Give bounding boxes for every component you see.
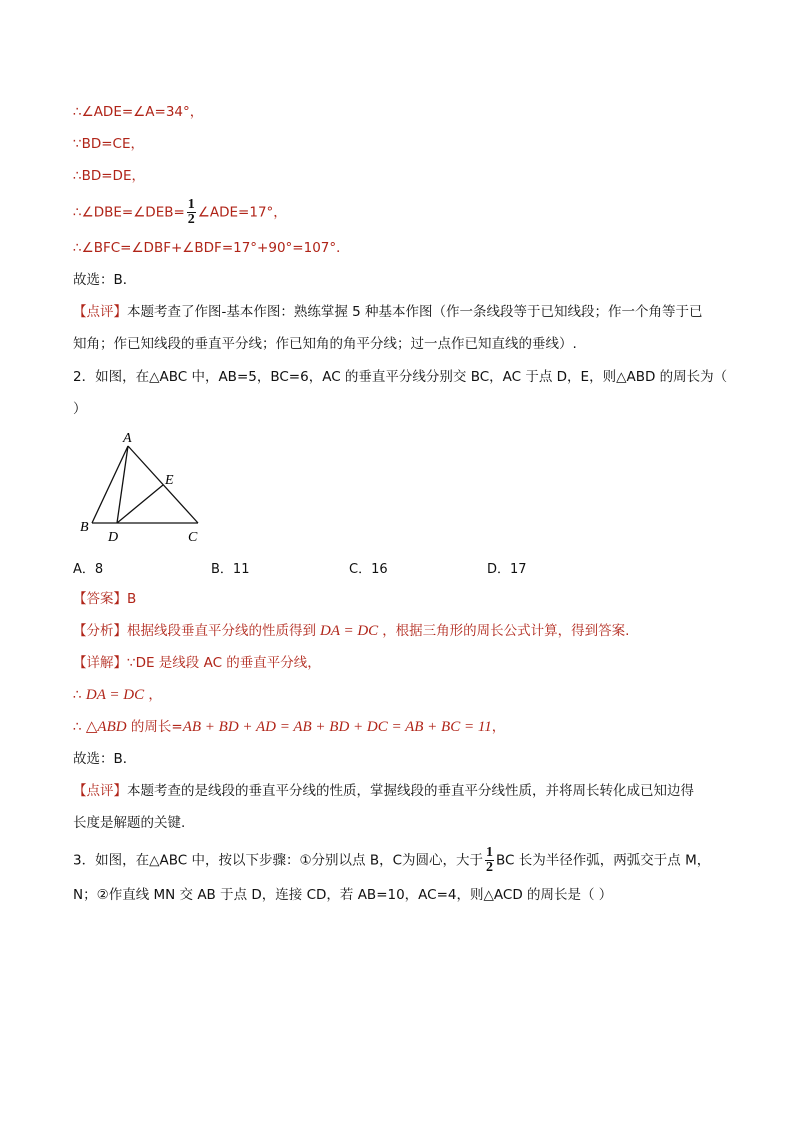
step-4-right: ∠ADE=17°， xyxy=(197,204,287,221)
analysis-equation: DA = DC xyxy=(320,623,379,639)
detail-line-2: ∴ DA = DC ， xyxy=(73,687,162,703)
answer-line xyxy=(73,589,136,609)
label-c: C xyxy=(188,530,198,545)
analysis-line xyxy=(73,621,629,641)
solution-step-2: ∵BD=CE， xyxy=(73,136,145,152)
answer-value: B xyxy=(127,591,137,607)
step-4-left: ∴∠DBE=∠DEB= xyxy=(73,204,185,221)
q3-text-2: BC 长为半径作弧，两弧交于点 M， xyxy=(496,852,711,869)
detail-equation-1: DA = DC xyxy=(85,687,145,703)
label-e: E xyxy=(165,473,174,488)
q2-stem-line-2: ） xyxy=(73,401,87,417)
comment-tag: 【点评】 xyxy=(73,304,127,320)
detail-triangle: △ABD xyxy=(85,719,127,735)
analysis-text-1: 根据线段垂直平分线的性质得到 xyxy=(127,623,316,639)
choice-line: 故选：B． xyxy=(73,272,137,288)
q3-text-1: 3．如图，在△ABC 中，按以下步骤：①分别以点 B，C为圆心，大于 xyxy=(73,852,484,869)
q2-comment-tag: 【点评】 xyxy=(73,783,127,799)
comment-line-1 xyxy=(73,302,703,322)
solution-step-3: ∴BD=DE， xyxy=(73,168,145,184)
comment-text-1: 本题考查了作图-基本作图：熟练掌握 5 种基本作图（作一条线段等于已知线段；作一个角等于已 xyxy=(127,304,703,320)
solution-step-4 xyxy=(73,198,287,227)
detail-tag: 【详解】 xyxy=(73,655,127,671)
analysis-tag: 【分析】 xyxy=(73,623,127,639)
q3-stem-line-2: N；②作直线 MN 交 AB 于点 D，连接 CD，若 AB=10，AC=4，则△ACD 的周长是（ ） xyxy=(73,887,613,903)
q2-comment-text-1: 本题考查的是线段的垂直平分线的性质，掌握线段的垂直平分线性质，并将周长转化成已知边得 xyxy=(127,783,694,799)
segment-de xyxy=(117,485,163,523)
q2-stem-line-1: 2．如图，在△ABC 中，AB=5，BC=6，AC 的垂直平分线分别交 BC，AC 于点 D，E，则△ABD 的周长为（ xyxy=(73,369,728,385)
q2-choice-line: 故选：B． xyxy=(73,751,137,767)
option-a[interactable]: A．8 xyxy=(73,562,104,577)
detail-text-1: ∵DE 是线段 AC 的垂直平分线， xyxy=(127,655,321,671)
segment-ac xyxy=(128,446,198,523)
label-a: A xyxy=(123,431,132,446)
option-b[interactable]: B．11 xyxy=(211,562,250,577)
q2-comment-line-2: 长度是解题的关键. xyxy=(73,815,186,831)
comment-line-2: 知角；作已知线段的垂直平分线；作已知角的角平分线；过一点作已知直线的垂线）. xyxy=(73,336,577,352)
triangle-figure xyxy=(70,425,210,550)
answer-tag: 【答案】 xyxy=(73,591,127,607)
label-d: D xyxy=(108,530,119,545)
option-c[interactable]: C．16 xyxy=(349,562,388,577)
q2-comment-line-1 xyxy=(73,781,694,801)
detail-line-3: ∴ △ABD 的周长=AB + BD + AD = AB + BD + DC = AB + BC = 11， xyxy=(73,719,506,735)
q3-fraction-half: $\frac{1}{2}$ xyxy=(486,845,494,875)
option-d[interactable]: D．17 xyxy=(487,562,527,577)
solution-step-1: ∴∠ADE=∠A=34°， xyxy=(73,104,204,120)
detail-equation-2: AB + BD + AD = AB + BD + DC = AB + BC = 11 xyxy=(182,719,492,735)
analysis-text-2: ，根据三角形的周长公式计算，得到答案. xyxy=(382,623,630,639)
label-b: B xyxy=(80,520,89,535)
q3-stem-line-1 xyxy=(73,846,710,875)
solution-step-5: ∴∠BFC=∠DBF+∠BDF=17°+90°=107°． xyxy=(73,240,350,256)
detail-line-1 xyxy=(73,653,321,673)
fraction-half: $\frac{1}{2}$ xyxy=(187,197,195,227)
